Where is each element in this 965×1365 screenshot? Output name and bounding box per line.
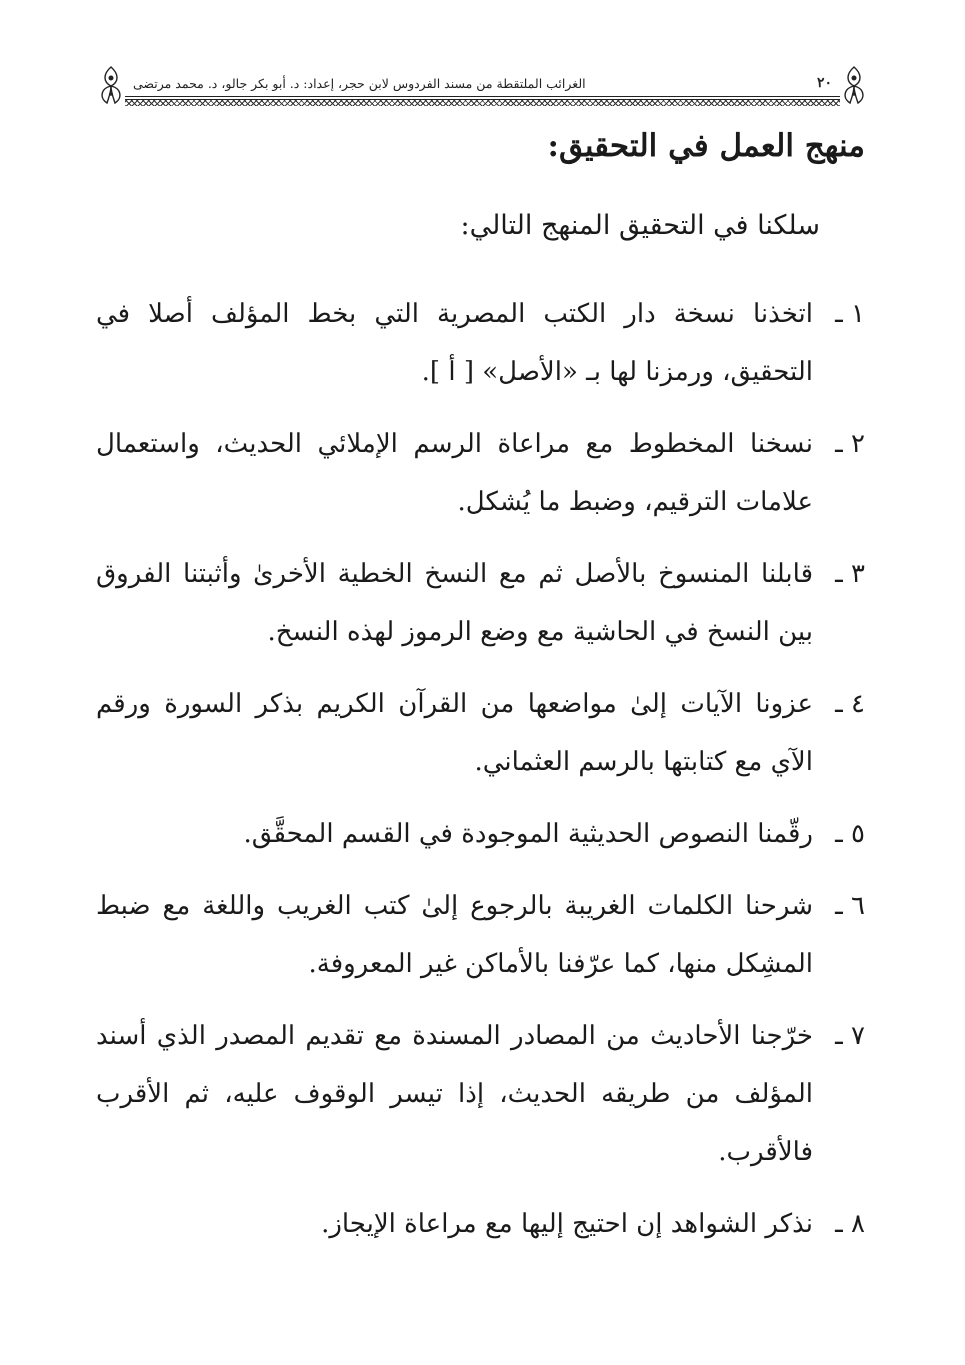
item-text: خرّجنا الأحاديث من المصادر المسندة مع تقديم المصدر الذي أسند المؤلف من طريقه الحديث، إذا تيسر الوقوف عليه، ثم الأقرب فالأقرب. [96, 1021, 813, 1167]
item-text: اتخذنا نسخة دار الكتب المصرية التي بخط المؤلف أصلا في التحقيق، ورمزنا لها بـ «الأصل» [ أ ]. [96, 299, 813, 387]
item-text: نذكر الشواهد إن احتيج إليها مع مراعاة الإيجاز. [321, 1209, 813, 1239]
list-item [96, 1195, 865, 1253]
list-item [96, 675, 865, 791]
item-text: عزونا الآيات إلىٰ مواضعها من القرآن الكريم بذكر السورة ورقم الآي مع كتابتها بالرسم العثماني. [96, 689, 813, 777]
list-item [96, 877, 865, 993]
item-number: ١ ـ [835, 299, 865, 329]
item-text: رقّمنا النصوص الحديثية الموجودة في القسم المحقَّق. [243, 819, 813, 849]
item-number: ٣ ـ [835, 559, 865, 589]
floral-ornament-icon [838, 64, 870, 106]
item-number: ٧ ـ [835, 1021, 865, 1051]
item-number: ٥ ـ [835, 819, 865, 849]
list-item [96, 285, 865, 401]
item-text: قابلنا المنسوخ بالأصل ثم مع النسخ الخطية الأخرىٰ وأثبتنا الفروق بين النسخ في الحاشية مع وضع الرموز لهذه النسخ. [96, 559, 813, 647]
list-item [96, 805, 865, 863]
list-item [96, 1007, 865, 1181]
page-number: ٢٠ [816, 75, 832, 91]
running-title: الغرائب الملتقطة من مسند الفردوس لابن حجر، إعداد: د. أبو بكر جالو، د. محمد مرتضى [133, 75, 586, 91]
item-text: نسخنا المخطوط مع مراعاة الرسم الإملائي الحديث، واستعمال علامات الترقيم، وضبط ما يُشكل. [96, 429, 813, 517]
item-number: ٦ ـ [835, 891, 865, 921]
item-number: ٤ ـ [835, 689, 865, 719]
header-text-row [133, 72, 832, 94]
item-number: ٢ ـ [835, 429, 865, 459]
intro-paragraph: سلكنا في التحقيق المنهج التالي: [460, 210, 820, 241]
list-item [96, 415, 865, 531]
header-decorative-border [125, 100, 840, 106]
item-text: شرحنا الكلمات الغريبة بالرجوع إلىٰ كتب الغريب واللغة مع ضبط المشِكل منها، كما عرّفنا بالأماكن غير المعروفة. [96, 891, 814, 979]
methodology-list [96, 285, 865, 1267]
running-header [95, 62, 870, 108]
section-title: منهج العمل في التحقيق: [547, 128, 865, 164]
floral-ornament-icon [95, 64, 127, 106]
list-item [96, 545, 865, 661]
item-number: ٨ ـ [835, 1209, 865, 1239]
